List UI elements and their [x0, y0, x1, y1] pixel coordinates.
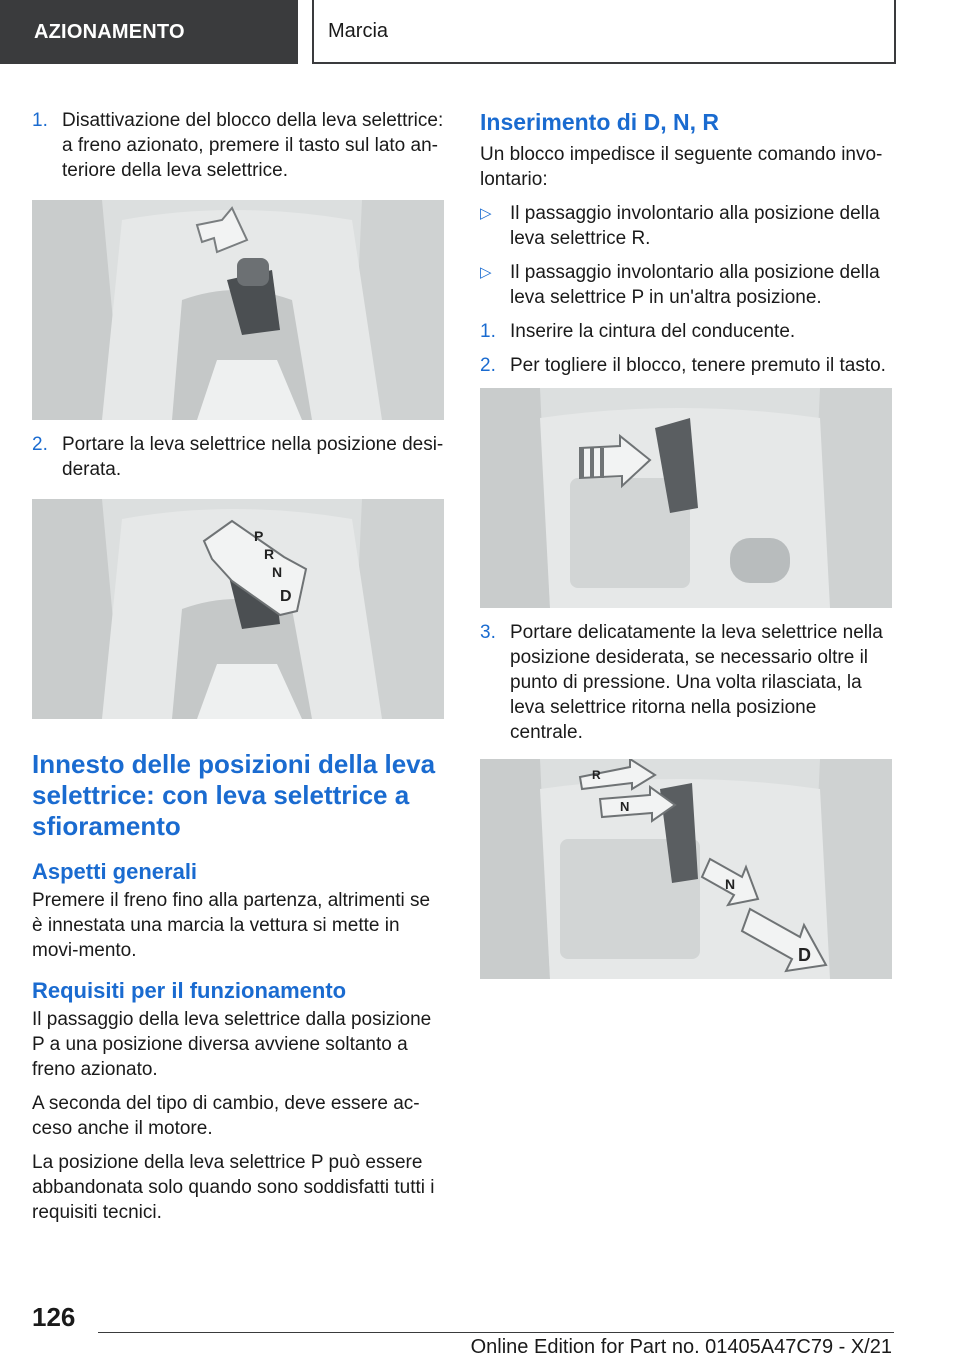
intro-paragraph: Un blocco impedisce il seguente comando invo-lontario:	[480, 144, 883, 190]
step-number: 1.	[480, 321, 496, 342]
step-item	[480, 620, 892, 745]
right-column	[480, 108, 892, 979]
step-item	[480, 319, 892, 344]
label-d: D	[280, 588, 292, 605]
chapter-title: Marcia	[328, 19, 389, 42]
paragraph: Premere il freno fino alla partenza, altrimenti se è innestata una marcia la vettura si mette in movi-mento.	[32, 890, 431, 961]
step-item	[32, 108, 444, 183]
edition-text: Online Edition for Part no. 01405A47C79 - X/21	[470, 1336, 892, 1358]
step-text: Inserire la cintura del conducente.	[510, 321, 796, 342]
figure-select-position	[480, 759, 892, 979]
step-number: 1.	[32, 110, 48, 131]
label-n: N	[725, 876, 736, 892]
paragraph: A seconda del tipo di cambio, deve essere ac-ceso anche il motore.	[32, 1093, 420, 1139]
subheading-general: Aspetti generali	[32, 859, 198, 884]
section-heading: Innesto delle posizioni della leva selettrice: con leva selettrice a sfioramento	[32, 749, 436, 841]
header-chapter-box	[312, 0, 896, 64]
label-p: P	[254, 528, 264, 544]
step-text: Portare la leva selettrice nella posizione desi-derata.	[62, 434, 444, 480]
step-text: Portare delicatamente la leva selettrice nella posizione desiderata, se necessario oltre il punto di pressione. Una volta rilasciata, la leva selettrice ritorna nella posizione centrale.	[510, 622, 883, 743]
left-column	[32, 108, 444, 1234]
step-number: 3.	[480, 622, 496, 643]
footer-rule	[98, 1332, 894, 1333]
bullet-item	[480, 260, 892, 310]
label-d: D	[798, 945, 811, 965]
bullet-text: Il passaggio involontario alla posizione della leva selettrice R.	[510, 203, 880, 249]
step-text: Per togliere il blocco, tenere premuto il tasto.	[510, 355, 886, 376]
bullet-text: Il passaggio involontario alla posizione della leva selettrice P in un'altra posizione.	[510, 262, 880, 308]
section-heading-dnr: Inserimento di D, N, R	[480, 109, 719, 135]
step-text: Disattivazione del blocco della leva selettrice: a freno azionato, premere il tasto sul lato an-teriore della leva selettrice.	[62, 110, 444, 181]
paragraph: Il passaggio della leva selettrice dalla posizione P a una posizione diversa avviene soltanto a freno azionato.	[32, 1009, 432, 1080]
page-number: 126	[32, 1302, 76, 1332]
figure-press-button	[480, 388, 892, 608]
label-n: N	[620, 799, 630, 814]
label-r: R	[592, 768, 601, 782]
step-number: 2.	[480, 355, 496, 376]
bullet-item	[480, 201, 892, 251]
step-number: 2.	[32, 434, 48, 455]
label-n: N	[272, 564, 283, 580]
subheading-requirements: Requisiti per il funzionamento	[32, 978, 347, 1003]
bullet-triangle-icon: ▷	[480, 205, 492, 222]
step-item	[32, 432, 444, 482]
header-section-tab	[0, 0, 298, 64]
step-item	[480, 353, 892, 378]
figure-unlock-button	[32, 200, 444, 420]
section-title: AZIONAMENTO	[34, 20, 185, 43]
paragraph: La posizione della leva selettrice P può essere abbandonata solo quando sono soddisfatti tutti i requisiti tecnici.	[32, 1152, 435, 1223]
label-r: R	[264, 546, 275, 562]
figure-lever-positions	[32, 499, 444, 719]
bullet-triangle-icon: ▷	[480, 264, 492, 281]
